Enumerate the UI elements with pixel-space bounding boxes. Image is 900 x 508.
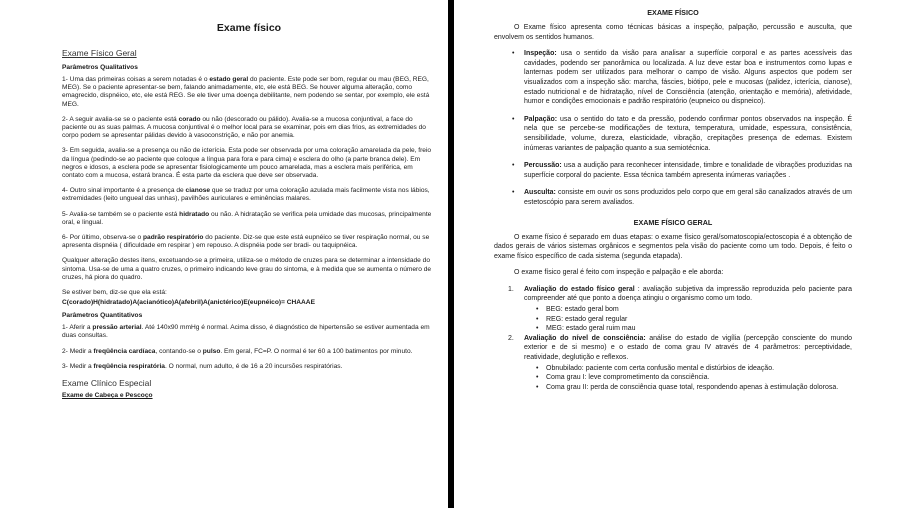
sub-bullet: • Obnubilado: paciente com certa confusão mental e distúrbios de ideação. (536, 364, 775, 372)
qualitative-item: 5- Avalia-se também se o paciente está hidratado ou não. A hidratação se verifica pela umidade das mucosas, principalmente oral, e lingual. (62, 210, 432, 226)
technique-bullet: • Palpação: usa o sentido do tato e da pressão, podendo confirmar pontos observados na inspeção. É nela que se percebe-se modificações de textura, temperatura, umidade, espessura, consistência, sensibilidade, volume, dureza, elasticidade, vibração, crepitações presença de edemas. Existem inúmeras variantes de palpação quanto a sua semiotécnica. (512, 115, 852, 152)
qualitative-item: 2- A seguir avalia-se se o paciente está corado ou não (descorado ou pálido). Avalia-se a mucosa conjuntival, a face do paciente ou as suas palmas. A mucosa conjuntival é o melhor local para se examinar, pois em dias frios, as extremidades do corpo podem se apresentar pálidas devido à vasoconstrição, e não por anemia. (62, 115, 426, 140)
intro-paragraph: O Exame físico apresenta como técnicas básicas a inspeção, palpação, percussão e ausculta, que envolvem os sentidos humanos. (494, 24, 852, 41)
bullet-dot-icon: • (536, 364, 539, 372)
bullet-dot-icon: • (536, 374, 539, 382)
qualitative-item: 1- Uma das primeiras coisas a serem notadas é o estado geral do paciente. Este pode ser bom, regular ou mau (BEG, REG, MEG). Se o paciente apresentar-se bem, falando animadamente, etc, ele está BEG. Se houver alguma alteração, como emagrecido, dispnéico, etc, ele está REG. Se ele tiver uma doença debilitante, nem podendo se sentar, por exemplo, ele está MEG. (62, 76, 430, 108)
right-document-page (454, 0, 900, 508)
sub-bullet: • Coma grau I: leve comprometimento da consciência. (536, 374, 710, 382)
bullet-dot-icon: • (512, 189, 515, 197)
qualitative-item: 6- Por último, observa-se o padrão respiratório do paciente. Diz-se que este está eupnéico se tiver respiração normal, ou se apresenta dispnéia ( dificuldade em respirar ) em repouso. A dispnéia pode ser bradi- ou taquipnéica. (62, 234, 430, 250)
qualitative-note: Qualquer alteração destes itens, excetuando-se a primeira, utiliza-se o método de cruzes para se determinar a intensidade do sintoma. Usa-se de uma a quatro cruzes, o primeiro indicando leve grau do sintoma, e à medida que se aumenta o número de cruzes, há piora do quadro. (62, 257, 432, 281)
qualitative-example-intro: Se estiver bem, diz-se que ela está: (62, 289, 167, 297)
section-heading-general: Exame Físico Geral (62, 48, 137, 58)
qualitative-item: 3- Em seguida, avalia-se a presença ou não de icterícia. Esta pode ser observada por uma coloração amarelada da pele, freio da língua (pedindo-se ao paciente que coloque a língua para fora e para cima) e esclera do olho (a parte branca dele). Em negros e idosos, a esclera pode se apresentar fisiologicamente um pouco amarelada, mas a esclera mais periférica, em contato com a mucosa, estará branca. É esta parte da esclera que deve ser observada. (62, 147, 432, 180)
technique-bullet: • Ausculta: consiste em ouvir os sons produzidos pelo corpo que em geral são canalizados através de um estetoscópio para serem avaliados. (512, 189, 852, 206)
sub-bullet: • MEG: estado geral ruim mau (536, 325, 636, 333)
qualitative-heading: Parâmetros Qualitativos (62, 64, 138, 71)
bullet-dot-icon: • (536, 325, 539, 333)
bullet-dot-icon: • (512, 115, 515, 123)
qualitative-item: 4- Outro sinal importante é a presença de cianose que se traduz por uma coloração azulada mais facilmente vista nos lábios, extremidades (leito ungueal das unhas), pavilhões auriculares e eminências malares. (62, 187, 430, 203)
sub-bullet: • REG: estado geral regular (536, 315, 628, 323)
quantitative-heading: Parâmetros Quantitativos (62, 312, 143, 320)
head-neck-heading: Exame de Cabeça e Pescoço (62, 392, 153, 400)
bullet-dot-icon: • (536, 383, 539, 391)
sub-bullet: • Coma grau II: perda de consciência quase total, respondendo apenas à estimulação dolorosa. (536, 383, 839, 391)
bullet-dot-icon: • (536, 306, 539, 314)
quantitative-item: 3- Medir a freqüência respiratória. O normal, num adulto, é de 16 a 20 incursões respiratórias. (62, 362, 343, 370)
technique-bullet: • Inspeção: usa o sentido da visão para analisar a superfície corporal e as partes acessíveis das cavidades, podendo ser panorâmica ou localizada. A luz deve estar boa e instrumentos como lupas e lanternas podem ser utilizados para melhorar o campo de visão. Alguns aspectos que podem ser visualizados com a inspeção são: marcha, fáscies, biótipo, pele e mucosas (palidez, icterícia, cianose), estado nutricional e de hidratação, nível de Consciência (atenção, orientação e memória), afetividade, humor e condições emocionais e padrão respiratório (eupneico ou dispneico). (512, 50, 852, 106)
bullet-dot-icon: • (512, 162, 515, 170)
technique-bullet: • Percussão: usa a audição para reconhecer intensidade, timbre e tonalidade de vibrações produzidas na superfície corporal do paciente. Essa técnica também apresenta inúmeras variações . (512, 162, 852, 179)
general-paragraph-2: O exame físico geral é feito com inspeção e palpação e ele aborda: (514, 269, 724, 277)
left-document-page (0, 0, 448, 508)
quantitative-item: 1- Aferir a pressão arterial. Até 140x90 mmHg é normal. Acima disso, é diagnóstico de hipertensão se estiver aumentada em duas consultas. (62, 324, 430, 340)
chaaae-formula: C(corado)H(hidratado)A(acianótico)A(afebril)A(anictérico)E(eupnéico)= CHAAAE (62, 299, 315, 307)
bullet-dot-icon: • (512, 50, 515, 58)
left-page-title: Exame físico (216, 22, 282, 34)
quantitative-item: 2- Medir a freqüência cardíaca, contando-se o pulso. Em geral, FC=P. O normal é ter 60 a 100 batimentos por minuto. (62, 347, 413, 355)
bullet-dot-icon: • (536, 315, 539, 323)
section-heading-special: Exame Clínico Especial (62, 378, 152, 389)
numbered-item: 1. Avaliação do estado físico geral : avaliação subjetiva da impressão reproduzida pelo paciente para compreender até que ponto a doença atingiu o organismo como um todo. (508, 285, 852, 303)
right-page-title: EXAME FÍSICO (647, 8, 699, 17)
general-paragraph-1: O exame físico é separado em duas etapas: o exame físico geral/somatoscopia/ectoscopia é a obtenção de dados gerais de vários sistemas orgânicos e segmentos pela visão do paciente como um todo. Depois, é feito o exame físico específico de cada sistema (segunda etapada). (494, 233, 852, 260)
general-exam-title: EXAME FÍSICO GERAL (633, 217, 713, 227)
numbered-item: 2. Avaliação do nível de consciência: análise do estado de vigília (percepção consciente do mundo exterior e de si mesmo) e o estado de coma grau IV através de 4 parâmetros: perceptividade, reatividade, deglutição e reflexos. (508, 334, 852, 362)
sub-bullet: • BEG: estado geral bom (536, 306, 619, 314)
